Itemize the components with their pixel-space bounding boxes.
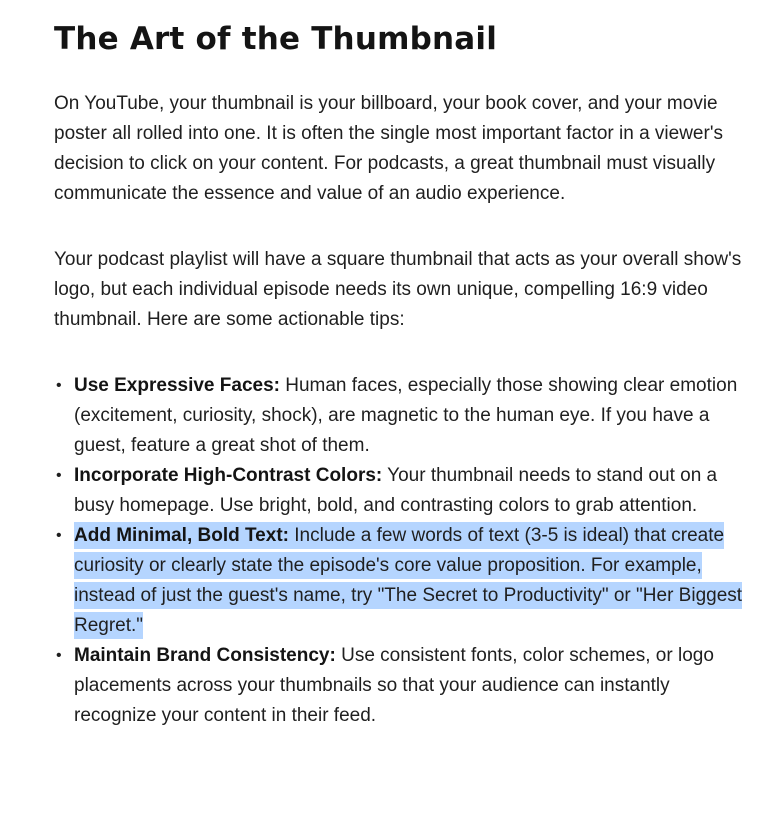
bullet-icon: • <box>56 527 62 544</box>
article <box>54 0 754 731</box>
tip-text: Your thumbnail needs to stand out on a busy homepage. Use bright, bold, and contrasting colors to grab attention. <box>74 465 718 516</box>
intro-paragraph: On YouTube, your thumbnail is your billboard, your book cover, and your movie poster all rolled into one. It is often the single most important factor in a viewer's decision to click on your content. For podcasts, a great thumbnail must visually communicate the essence and value of an audio experience. <box>54 93 723 204</box>
tip-text: Include a few words of text (3-5 is ideal) that create curiosity or clearly state the episode's core value proposition. For example, instead of just the guest's name, try "The Secret to Productivity" or "Her Biggest Regret." <box>74 525 743 636</box>
tip-title: Incorporate High-Contrast Colors: <box>74 465 383 486</box>
playlist-paragraph: Your podcast playlist will have a square thumbnail that acts as your overall show's logo, but each individual episode needs its own unique, compelling 16:9 video thumbnail. Here are some actionable tips: <box>54 249 742 330</box>
list-item <box>54 371 754 461</box>
list-item <box>54 461 754 521</box>
text-selection-highlight[interactable] <box>74 522 742 639</box>
list-item <box>54 641 754 731</box>
bullet-icon: • <box>56 647 62 664</box>
tip-title: Use Expressive Faces: <box>74 375 280 396</box>
list-item-selected <box>54 521 754 641</box>
article-title: The Art of the Thumbnail <box>54 21 498 57</box>
bullet-icon: • <box>56 377 62 394</box>
tips-list <box>54 371 754 731</box>
tip-text: Human faces, especially those showing clear emotion (excitement, curiosity, shock), are magnetic to the human eye. If you have a guest, feature a great shot of them. <box>74 375 738 456</box>
tip-text: Use consistent fonts, color schemes, or logo placements across your thumbnails so that your audience can instantly recognize your content in their feed. <box>74 645 714 726</box>
tip-title: Maintain Brand Consistency: <box>74 645 336 666</box>
bullet-icon: • <box>56 467 62 484</box>
tip-title: Add Minimal, Bold Text: <box>74 525 289 546</box>
